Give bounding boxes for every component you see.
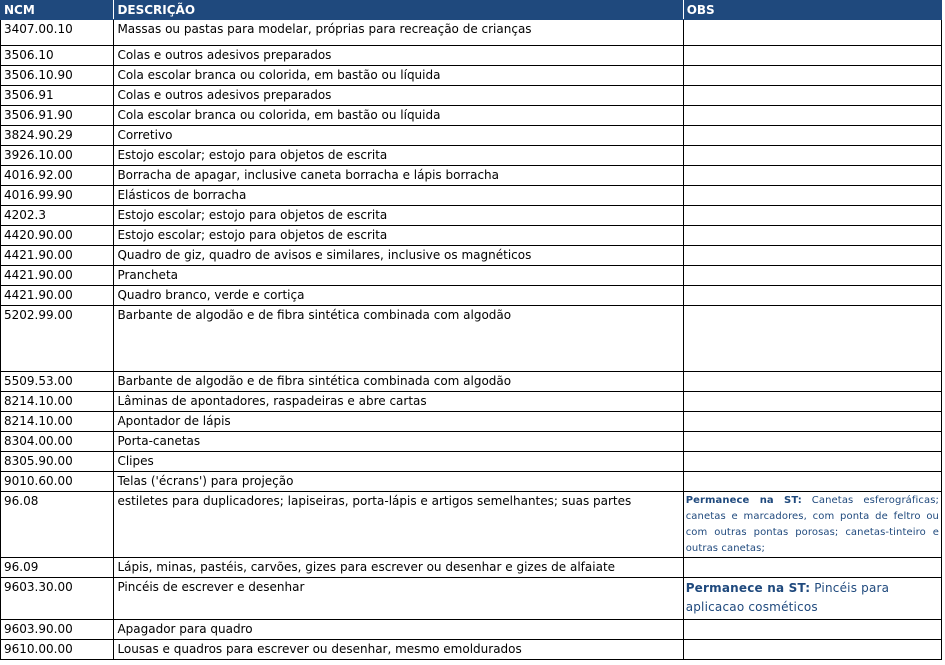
obs-note (686, 579, 939, 617)
obs-cell[interactable] (683, 20, 941, 46)
descricao-cell[interactable]: Colas e outros adesivos preparados (114, 46, 683, 66)
table-row (1, 186, 942, 206)
ncm-cell[interactable]: 4202.3 (1, 206, 114, 226)
table-row (1, 558, 942, 578)
ncm-cell[interactable]: 9010.60.00 (1, 472, 114, 492)
header-ncm[interactable]: NCM (1, 1, 114, 20)
table-row (1, 432, 942, 452)
obs-cell[interactable] (683, 86, 941, 106)
table-row (1, 492, 942, 558)
descricao-cell[interactable]: Barbante de algodão e de fibra sintética combinada com algodão (114, 306, 683, 372)
descricao-cell[interactable]: Borracha de apagar, inclusive caneta borracha e lápis borracha (114, 166, 683, 186)
obs-text: Pincéis para aplicacao cosméticos (685, 581, 890, 614)
obs-cell[interactable] (683, 126, 941, 146)
descricao-cell[interactable]: Quadro de giz, quadro de avisos e similares, inclusive os magnéticos (114, 246, 683, 266)
obs-cell[interactable] (683, 306, 941, 372)
table-row (1, 46, 942, 66)
table-row (1, 286, 942, 306)
header-obs[interactable]: OBS (683, 1, 941, 20)
ncm-cell[interactable]: 4421.90.00 (1, 246, 114, 266)
ncm-cell[interactable]: 3506.91 (1, 86, 114, 106)
descricao-cell[interactable]: Estojo escolar; estojo para objetos de escrita (114, 146, 683, 166)
table-row (1, 620, 942, 640)
table-row (1, 392, 942, 412)
table-row (1, 106, 942, 126)
ncm-cell[interactable]: 4421.90.00 (1, 266, 114, 286)
ncm-cell[interactable]: 9603.90.00 (1, 620, 114, 640)
obs-cell[interactable] (683, 66, 941, 86)
obs-cell[interactable] (683, 492, 941, 558)
obs-cell[interactable] (683, 146, 941, 166)
ncm-cell[interactable]: 8214.10.00 (1, 392, 114, 412)
obs-cell[interactable] (683, 620, 941, 640)
ncm-cell[interactable]: 3926.10.00 (1, 146, 114, 166)
obs-cell[interactable] (683, 186, 941, 206)
obs-cell[interactable] (683, 472, 941, 492)
table-row (1, 20, 942, 46)
table-row (1, 452, 942, 472)
ncm-cell[interactable]: 9610.00.00 (1, 640, 114, 660)
table-row (1, 306, 942, 372)
table-row (1, 372, 942, 392)
table-row (1, 226, 942, 246)
table-row (1, 166, 942, 186)
ncm-cell[interactable]: 3506.91.90 (1, 106, 114, 126)
descricao-cell[interactable]: Barbante de algodão e de fibra sintética combinada com algodão (114, 372, 683, 392)
obs-label: Permanece na ST: (685, 581, 811, 595)
obs-cell[interactable] (683, 106, 941, 126)
ncm-cell[interactable]: 8304.00.00 (1, 432, 114, 452)
descricao-cell[interactable]: estiletes para duplicadores; lapiseiras, porta-lápis e artigos semelhantes; suas partes (114, 492, 683, 558)
obs-cell[interactable] (683, 246, 941, 266)
descricao-cell[interactable]: Telas ('écrans') para projeção (114, 472, 683, 492)
ncm-cell[interactable]: 4016.92.00 (1, 166, 114, 186)
table-row (1, 246, 942, 266)
obs-cell[interactable] (683, 206, 941, 226)
obs-cell[interactable] (683, 46, 941, 66)
descricao-cell[interactable]: Pincéis de escrever e desenhar (114, 578, 683, 620)
ncm-cell[interactable]: 8305.90.00 (1, 452, 114, 472)
obs-cell[interactable] (683, 286, 941, 306)
ncm-cell[interactable]: 4420.90.00 (1, 226, 114, 246)
ncm-cell[interactable]: 3407.00.10 (1, 20, 114, 46)
ncm-cell[interactable]: 9603.30.00 (1, 578, 114, 620)
table-row (1, 66, 942, 86)
descricao-cell[interactable]: Lâminas de apontadores, raspadeiras e abre cartas (114, 392, 683, 412)
ncm-cell[interactable]: 4016.99.90 (1, 186, 114, 206)
descricao-cell[interactable]: Apontador de lápis (114, 412, 683, 432)
table-row (1, 412, 942, 432)
obs-cell[interactable] (683, 166, 941, 186)
descricao-cell[interactable]: Cola escolar branca ou colorida, em bastão ou líquida (114, 106, 683, 126)
table-row (1, 146, 942, 166)
ncm-cell[interactable]: 5202.99.00 (1, 306, 114, 372)
obs-cell[interactable] (683, 640, 941, 660)
ncm-cell[interactable]: 96.08 (1, 492, 114, 558)
table-row (1, 472, 942, 492)
table-row (1, 126, 942, 146)
ncm-cell[interactable]: 8214.10.00 (1, 412, 114, 432)
obs-label: Permanece na ST: (685, 495, 802, 506)
table-row (1, 266, 942, 286)
obs-cell[interactable] (683, 432, 941, 452)
descricao-cell[interactable]: Lousas e quadros para escrever ou desenhar, mesmo emoldurados (114, 640, 683, 660)
header-descricao[interactable]: DESCRIÇÃO (114, 1, 683, 20)
obs-cell[interactable] (683, 412, 941, 432)
obs-cell[interactable] (683, 578, 941, 620)
obs-text: Canetas esferográficas; canetas e marcadores, com ponta de feltro ou com outras pontas porosas; canetas-tinteiro e outras canetas; (685, 495, 939, 554)
descricao-cell[interactable]: Clipes (114, 452, 683, 472)
descricao-cell[interactable]: Colas e outros adesivos preparados (114, 86, 683, 106)
obs-note (686, 493, 939, 557)
obs-cell[interactable] (683, 266, 941, 286)
ncm-cell[interactable]: 3824.90.29 (1, 126, 114, 146)
ncm-cell[interactable]: 3506.10.90 (1, 66, 114, 86)
ncm-cell[interactable]: 96.09 (1, 558, 114, 578)
descricao-cell[interactable]: Corretivo (114, 126, 683, 146)
descricao-cell[interactable]: Porta-canetas (114, 432, 683, 452)
descricao-cell[interactable]: Cola escolar branca ou colorida, em bastão ou líquida (114, 66, 683, 86)
obs-cell[interactable] (683, 558, 941, 578)
obs-cell[interactable] (683, 452, 941, 472)
table-row (1, 86, 942, 106)
obs-cell[interactable] (683, 226, 941, 246)
table-row (1, 578, 942, 620)
descricao-cell[interactable]: Elásticos de borracha (114, 186, 683, 206)
descricao-cell[interactable]: Estojo escolar; estojo para objetos de escrita (114, 226, 683, 246)
table-row (1, 640, 942, 660)
header-row (1, 1, 942, 20)
table-row (1, 206, 942, 226)
ncm-cell[interactable]: 5509.53.00 (1, 372, 114, 392)
descricao-cell[interactable]: Massas ou pastas para modelar, próprias para recreação de crianças (114, 20, 683, 46)
descricao-cell[interactable]: Lápis, minas, pastéis, carvões, gizes para escrever ou desenhar e gizes de alfaiate (114, 558, 683, 578)
descricao-cell[interactable]: Prancheta (114, 266, 683, 286)
descricao-cell[interactable]: Apagador para quadro (114, 620, 683, 640)
descricao-cell[interactable]: Estojo escolar; estojo para objetos de escrita (114, 206, 683, 226)
ncm-cell[interactable]: 4421.90.00 (1, 286, 114, 306)
descricao-cell[interactable]: Quadro branco, verde e cortiça (114, 286, 683, 306)
ncm-cell[interactable]: 3506.10 (1, 46, 114, 66)
obs-cell[interactable] (683, 392, 941, 412)
obs-cell[interactable] (683, 372, 941, 392)
